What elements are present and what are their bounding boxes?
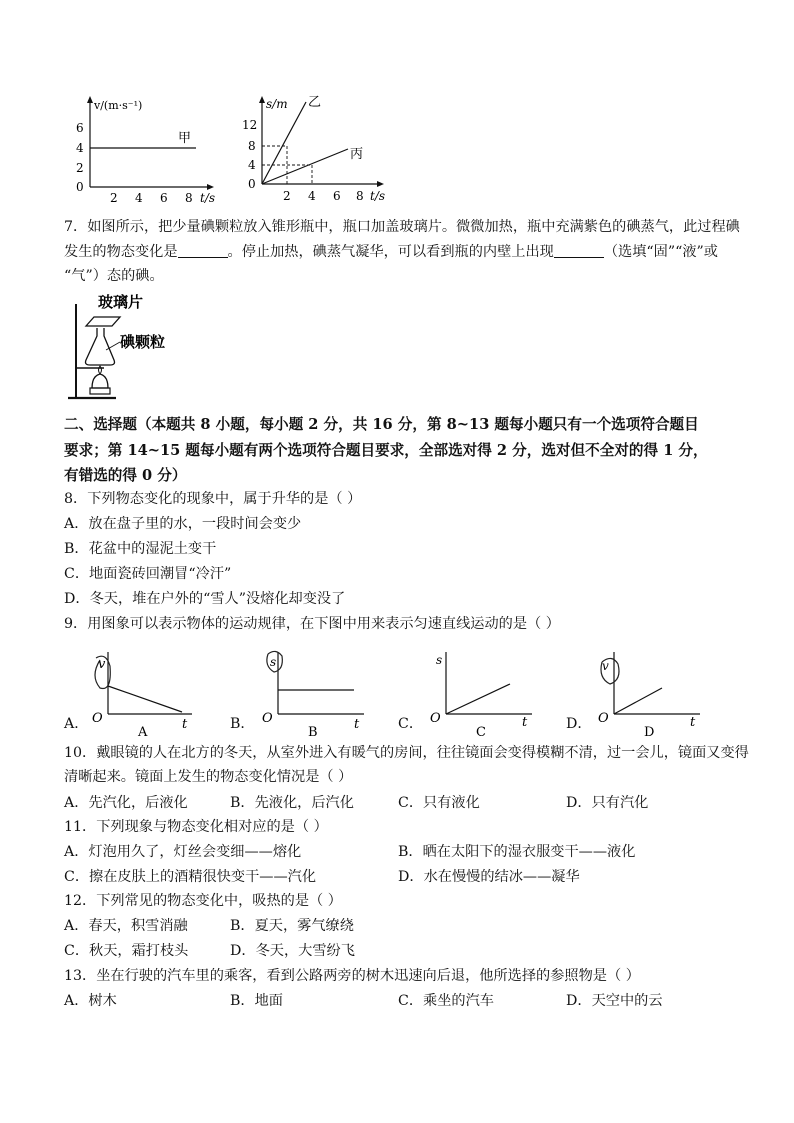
q9-graph-d[interactable] — [588, 646, 704, 740]
alcohol-lamp — [92, 374, 108, 388]
y-tick-8: 8 — [248, 139, 256, 153]
origin: O — [262, 711, 273, 726]
q10-option-b[interactable]: B．先液化，后汽化 — [230, 795, 354, 811]
x-label: t/s — [370, 189, 386, 203]
x-tick-6: 6 — [333, 189, 341, 203]
y-axis-arrow — [87, 96, 93, 103]
q13-stem: 13．坐在行驶的汽车里的乘客，看到公路两旁的树木迅速向后退，他所选择的参照物是（ ） — [64, 968, 640, 984]
q7-blank-2[interactable] — [554, 243, 604, 258]
series-yi-line — [262, 102, 306, 184]
x-tick-2: 2 — [110, 191, 118, 205]
q12-option-c[interactable]: C．秋天，霜打枝头 — [64, 943, 189, 959]
q9-option-b-label[interactable]: B． — [230, 716, 255, 732]
q10-line2: 清晰起来。镜面上发生的物态变化情况是（ ） — [64, 769, 353, 785]
q11-option-c[interactable]: C．擦在皮肤上的酒精很快变干——汽化 — [64, 869, 317, 885]
y-tick-0: 0 — [76, 180, 84, 194]
q10-line1: 10．戴眼镜的人在北方的冬天，从室外进入有暖气的房间，往往镜面会变得模糊不清，过一会儿，镜面又变得 — [64, 745, 749, 761]
q7-line2-b: 。停止加热，碘蒸气凝华，可以看到瓶的内壁上出现 — [227, 244, 554, 260]
graph-v-t-jia — [60, 92, 230, 204]
y-tick-4: 4 — [248, 158, 256, 172]
q13-option-b[interactable]: B．地面 — [230, 993, 283, 1009]
lamp-base — [90, 388, 110, 394]
q8-option-b[interactable]: B．花盆中的湿泥土变干 — [64, 541, 217, 557]
q10-option-a[interactable]: A．先汽化，后液化 — [64, 795, 188, 811]
x-label: t — [522, 715, 528, 730]
y-axis-arrow — [259, 96, 265, 103]
y-tick-2: 2 — [76, 161, 84, 175]
q10-option-c[interactable]: C．只有液化 — [398, 795, 480, 811]
q8-option-d[interactable]: D．冬天，堆在户外的“雪人”没熔化却变没了 — [64, 591, 346, 607]
y-label: s — [436, 653, 443, 667]
x-label: t — [354, 717, 360, 732]
caption: D — [644, 725, 655, 740]
x-axis-arrow — [377, 181, 384, 187]
q9-option-d-label[interactable]: D． — [566, 716, 592, 732]
y-label: v — [602, 659, 609, 673]
q8-option-c[interactable]: C．地面瓷砖回潮冒“冷汗” — [64, 566, 232, 582]
q7-line3: “气”）态的碘。 — [64, 268, 164, 284]
y-label: s/m — [266, 97, 288, 111]
series-jia-label: 甲 — [178, 131, 192, 146]
q11-option-b[interactable]: B．晒在太阳下的湿衣服变干——液化 — [398, 844, 636, 860]
series-line — [108, 686, 182, 712]
q9-graph-c[interactable] — [420, 646, 536, 740]
q7-line2-a: 发生的物态变化是 — [64, 244, 178, 260]
q8-stem: 8．下列物态变化的现象中，属于升华的是（ ） — [64, 491, 362, 507]
origin: O — [598, 711, 609, 726]
y-tick-4: 4 — [76, 141, 84, 155]
q9-option-a-label[interactable]: A． — [64, 716, 89, 732]
section2-line1: 二、选择题（本题共 8 小题，每小题 2 分，共 16 分，第 8~13 题每小题只有一个选项符合题目 — [64, 416, 699, 433]
section2-line3: 有错选的得 0 分） — [64, 467, 187, 484]
q7-line1: 7．如图所示，把少量碘颗粒放入锥形瓶中，瓶口加盖玻璃片。微微加热，瓶中充满紫色的碘蒸气，此过程碘 — [64, 219, 740, 235]
q7-line2-c: （选填“固”“液”或 — [603, 244, 718, 260]
q9-stem: 9．用图象可以表示物体的运动规律，在下图中用来表示匀速直线运动的是（ ） — [64, 616, 560, 632]
y-label: v — [98, 657, 106, 672]
q13-option-c[interactable]: C．乘坐的汽车 — [398, 993, 494, 1009]
x-label: t — [182, 717, 188, 732]
x-tick-4: 4 — [135, 191, 143, 205]
q8-option-a[interactable]: A．放在盘子里的水，一段时间会变少 — [64, 516, 302, 532]
caption: B — [308, 725, 318, 740]
y-tick-6: 6 — [76, 121, 84, 135]
section2-line2: 要求；第 14~15 题每小题有两个选项符合题目要求，全部选对得 2 分，选对但不全对的得 1 分， — [64, 442, 708, 459]
x-tick-2: 2 — [283, 189, 291, 203]
y-label: v/(m·s⁻¹) — [94, 99, 143, 112]
x-label: t — [690, 715, 696, 730]
y-tick-0: 0 — [248, 177, 256, 191]
q7-line2 — [64, 243, 718, 261]
x-tick-8: 8 — [356, 189, 364, 203]
q13-option-d[interactable]: D．天空中的云 — [566, 993, 663, 1009]
q12-option-d[interactable]: D．冬天，大雪纷飞 — [230, 943, 355, 959]
q11-option-a[interactable]: A．灯泡用久了，灯丝会变细——熔化 — [64, 844, 302, 860]
conical-flask — [86, 328, 115, 365]
graph-s-t-yi-bing — [236, 92, 396, 204]
series-yi-label: 乙 — [308, 95, 322, 110]
label-iodine-particles: 碘颗粒 — [120, 333, 166, 351]
q10-option-d[interactable]: D．只有汽化 — [566, 795, 649, 811]
q11-option-d[interactable]: D．水在慢慢的结冰——凝华 — [398, 869, 580, 885]
q12-option-b[interactable]: B．夏天，雾气缭绕 — [230, 918, 354, 934]
q9-graph-b[interactable] — [252, 646, 368, 740]
origin: O — [430, 711, 441, 726]
y-tick-12: 12 — [242, 118, 258, 132]
caption: C — [476, 725, 486, 740]
y-label: s — [270, 655, 277, 669]
series-bing-label: 丙 — [350, 147, 364, 162]
x-axis-arrow — [207, 184, 214, 190]
q9-option-c-label[interactable]: C． — [398, 716, 424, 732]
caption: A — [138, 725, 148, 740]
series-line — [614, 688, 662, 714]
q12-option-a[interactable]: A．春天，积雪消融 — [64, 918, 188, 934]
label-glass-plate: 玻璃片 — [98, 293, 144, 311]
series-bing-line — [262, 149, 348, 184]
x-tick-6: 6 — [160, 191, 168, 205]
x-tick-4: 4 — [308, 189, 316, 203]
series-line — [446, 684, 510, 714]
q7-iodine-apparatus-figure — [64, 290, 184, 402]
q11-stem: 11．下列现象与物态变化相对应的是（ ） — [64, 819, 328, 835]
q9-graph-a[interactable] — [86, 646, 196, 740]
origin: O — [92, 711, 103, 726]
q13-option-a[interactable]: A．树木 — [64, 993, 117, 1009]
q12-stem: 12．下列常见的物态变化中，吸热的是（ ） — [64, 893, 342, 909]
x-label: t/s — [200, 191, 216, 205]
glass-plate — [86, 317, 120, 326]
x-tick-8: 8 — [185, 191, 193, 205]
q7-blank-1[interactable] — [178, 243, 228, 258]
